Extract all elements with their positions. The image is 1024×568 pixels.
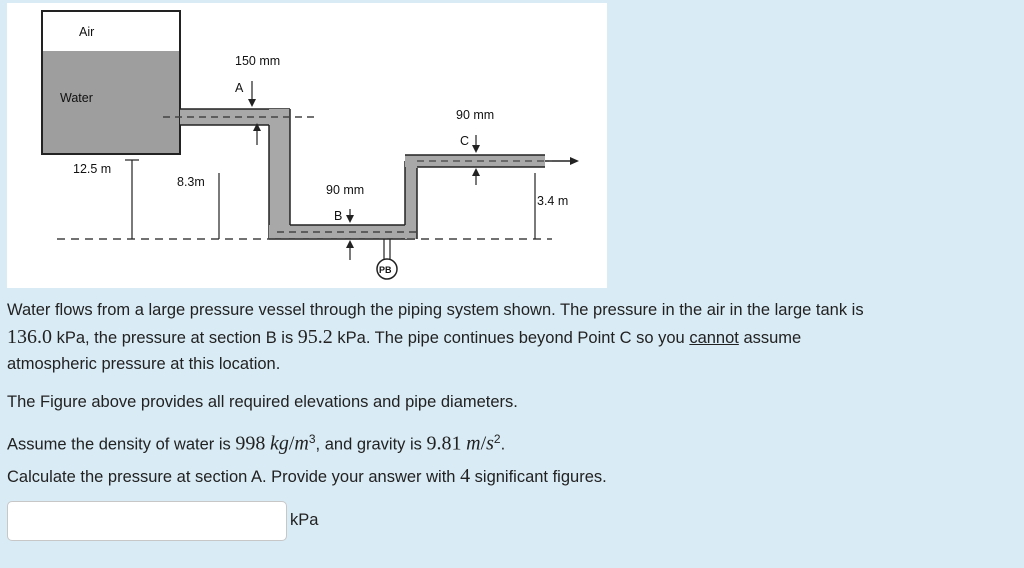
air-label: Air — [79, 25, 95, 39]
question-paragraph-1b — [7, 324, 801, 352]
elevation-tank-label: 12.5 m — [73, 162, 112, 176]
flow-arrow-icon — [570, 157, 579, 165]
question-text: kPa. The pipe continues beyond Point C so you — [332, 329, 690, 347]
answer-unit-label: kPa — [290, 511, 319, 529]
density-unit-kg: kg — [269, 432, 289, 455]
question-paragraph-1a — [7, 297, 864, 324]
dimension-c-label: 90 mm — [456, 108, 495, 122]
question-text: Assume the density of water is — [7, 435, 236, 454]
arrow-down-icon — [346, 215, 354, 223]
dimension-b-label: 90 mm — [326, 183, 365, 197]
question-paragraph-1c — [7, 351, 280, 378]
dimension-a-label: 150 mm — [235, 54, 281, 68]
air-pressure-value: 136.0 — [7, 326, 52, 348]
gravity-unit-exponent: 2 — [493, 432, 501, 446]
section-b-pressure-value: 95.2 — [297, 326, 333, 348]
pipe-vertical-2 — [405, 155, 417, 239]
section-a-label: A — [235, 81, 244, 95]
arrow-up-icon — [346, 240, 354, 248]
gravity-value: 9.81 — [426, 432, 462, 455]
emphasis-cannot: cannot — [689, 329, 739, 347]
pipe-section-c — [405, 155, 545, 167]
arrow-down-icon — [472, 145, 480, 153]
question-text: The Figure above provides all required elevations and pipe diameters. — [7, 393, 518, 411]
question-text: significant figures. — [470, 468, 607, 486]
section-b-label: B — [334, 209, 343, 223]
question-text: , and gravity is — [315, 435, 427, 454]
density-value: 998 — [235, 432, 266, 455]
gravity-unit-s: s — [486, 432, 494, 455]
piping-system-figure — [7, 3, 607, 288]
density-unit-exponent: 3 — [308, 432, 316, 446]
density-unit-m: m — [294, 432, 309, 455]
water-label: Water — [60, 91, 93, 105]
question-text: . — [500, 435, 506, 454]
gauge-label: PB — [379, 265, 392, 275]
question-text: assume — [738, 329, 802, 347]
question-paragraph-3: Assume the density of water is 998 $kg/m^3$, and gravity is 9.81 $m/s^2$. — [7, 432, 506, 455]
question-paragraph-2 — [7, 389, 518, 416]
sig-figs-value: 4 — [460, 465, 471, 487]
arrow-up-icon — [472, 168, 480, 176]
question-text: kPa, the pressure at section B is — [52, 329, 298, 347]
question-paragraph-4 — [7, 463, 607, 491]
pipe-vertical-1 — [269, 109, 290, 233]
question-text: atmospheric pressure at this location. — [7, 355, 281, 373]
arrow-down-icon — [248, 99, 256, 107]
section-c-label: C — [460, 134, 470, 148]
answer-input[interactable] — [7, 501, 287, 541]
question-text: Water flows from a large pressure vessel through the piping system shown. The pressure in the air in the large tank is — [7, 301, 864, 319]
elevation-c-label: 3.4 m — [537, 194, 569, 208]
gravity-unit-m: m — [466, 432, 481, 455]
elevation-a-label: 8.3m — [177, 175, 205, 189]
question-text: Calculate the pressure at section A. Provide your answer with — [7, 468, 461, 486]
